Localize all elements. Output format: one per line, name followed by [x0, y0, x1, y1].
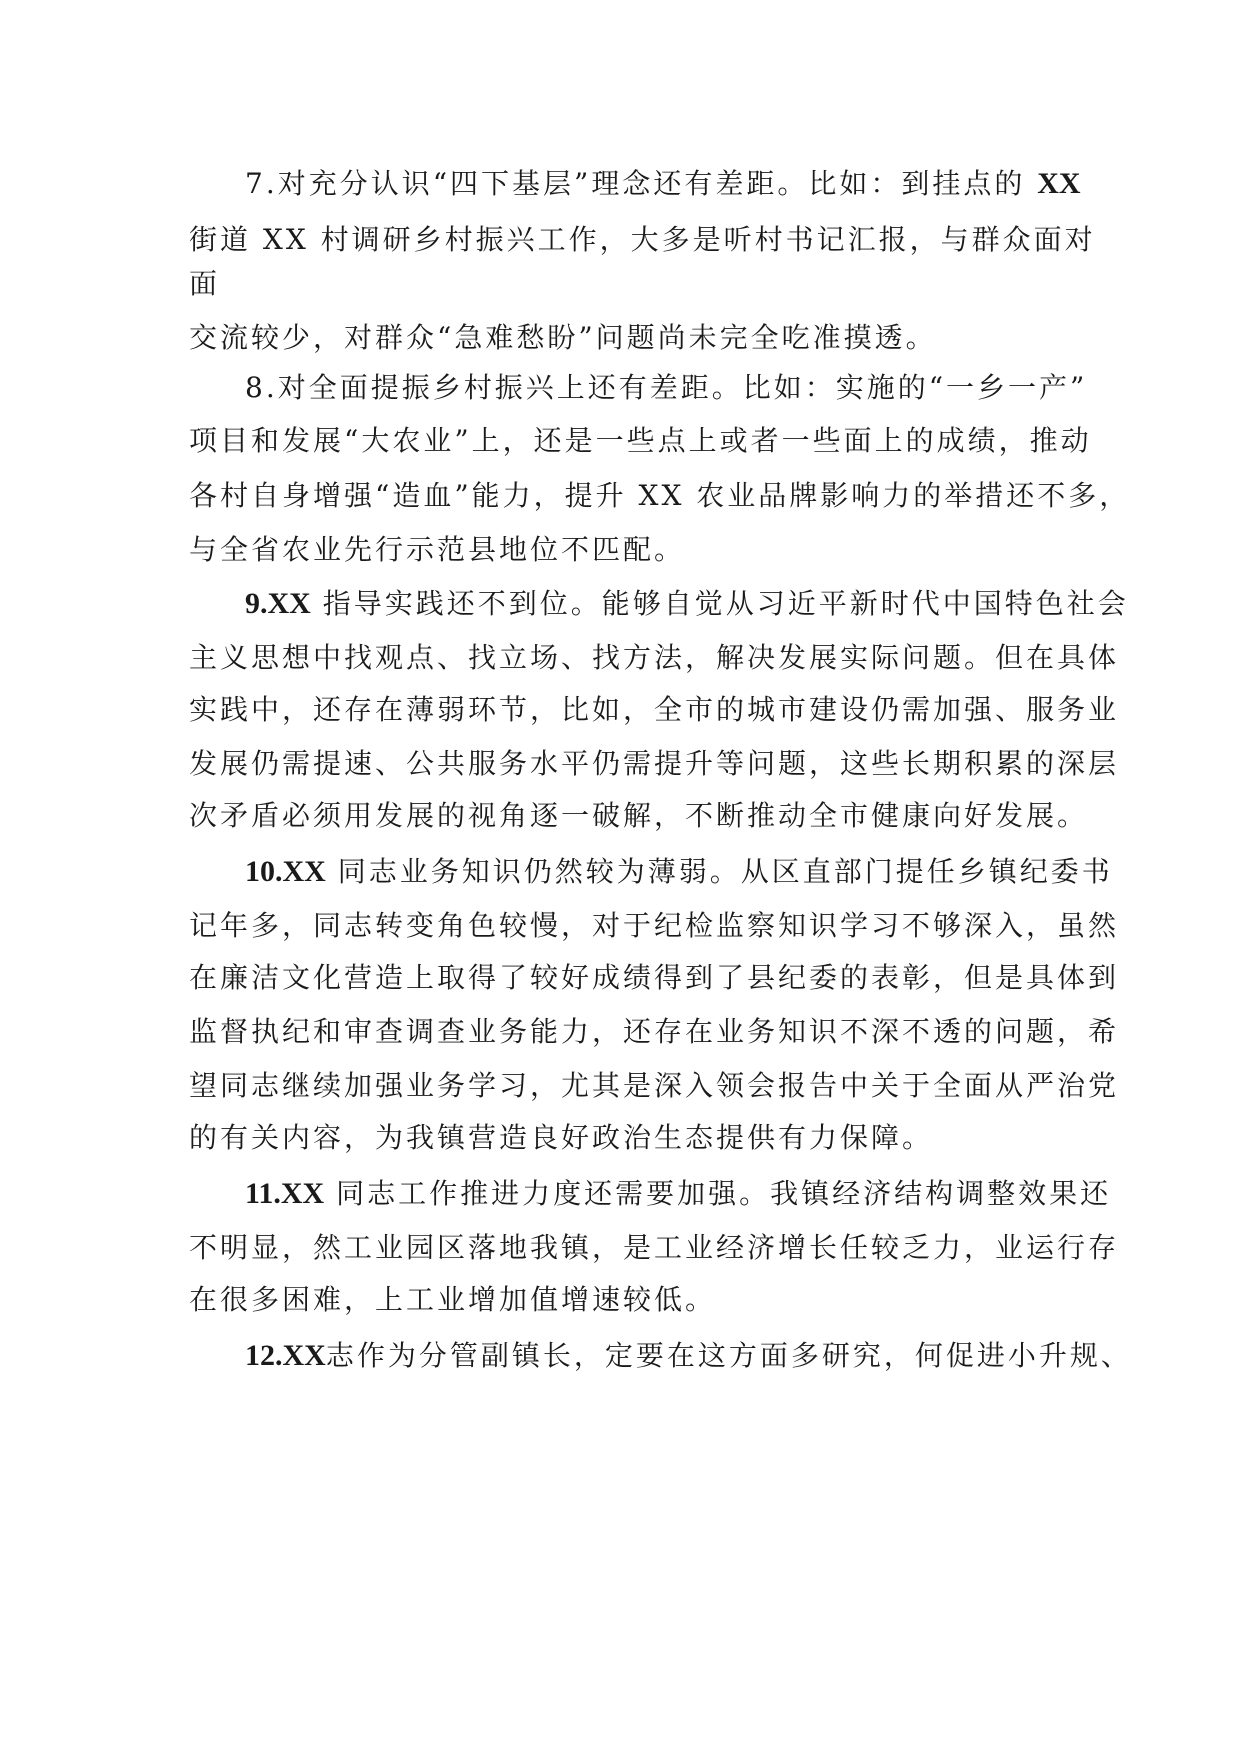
text-line	[189, 744, 1119, 784]
text-line	[189, 476, 1130, 516]
text-run: 交流较少，对群众“急难愁盼”问题尚未完全吃准摸透。	[189, 321, 937, 354]
bold-text: 11.XX	[245, 1177, 325, 1210]
text-line	[189, 906, 1119, 946]
text-run: 在很多困难，上工业增加值增速较低。	[189, 1283, 717, 1316]
text-line	[189, 638, 1119, 678]
text-run: 街道 XX 村调研乡村振兴工作，大多是听村书记汇报，与群众面对	[189, 223, 1096, 256]
text-run: 监督执纪和审查调查业务能力，还存在业务知识不深不透的问题，希	[189, 1015, 1120, 1048]
text-line	[189, 530, 685, 570]
text-line	[189, 421, 1092, 461]
text-line	[189, 1012, 1119, 1052]
text-run: 主义思想中找观点、找立场、找方法，解决发展实际问题。但在具体	[189, 641, 1120, 674]
text-line	[189, 318, 937, 358]
text-line	[189, 958, 1119, 998]
bold-text: 10.XX	[245, 855, 326, 888]
text-run: 不明显，然工业园区落地我镇，是工业经济增长任较乏力，业运行存	[189, 1231, 1120, 1264]
text-run: 志作为分管副镇长，定要在这方面多研究，何促进小升规、	[325, 1339, 1132, 1372]
text-run: 各村自身增强“造血”能力，提升 XX 农业品牌影响力的举措还不多，	[189, 479, 1131, 512]
text-run: 的有关内容，为我镇营造良好政治生态提供有力保障。	[189, 1121, 934, 1154]
text-line	[245, 852, 1113, 892]
bold-text: 12.XX	[245, 1339, 326, 1372]
text-run: 同志业务知识仍然较为薄弱。从区直部门提任乡镇纪委书	[325, 855, 1113, 888]
text-line	[189, 1118, 933, 1158]
text-line	[189, 1228, 1119, 1268]
text-run: 在廉洁文化营造上取得了较好成绩得到了县纪委的表彰，但是具体到	[189, 961, 1120, 994]
text-run: 望同志继续加强业务学习，尤其是深入领会报告中关于全面从严治党	[189, 1069, 1120, 1102]
bold-text: XX	[1037, 167, 1081, 200]
text-run: 指导实践还不到位。能够自觉从习近平新时代中国特色社会	[310, 587, 1129, 620]
text-run: 8.对全面提振乡村振兴上还有差距。比如：实施的“一乡一产”	[245, 371, 1088, 404]
bold-text: 9.XX	[245, 587, 311, 620]
text-line	[189, 1066, 1119, 1106]
text-run: 项目和发展“大农业”上，还是一些点上或者一些面上的成绩，推动	[189, 424, 1092, 457]
text-line	[245, 1174, 1111, 1214]
text-run: 7.对充分认识“四下基层”理念还有差距。比如：到挂点的	[245, 167, 1038, 200]
text-line	[189, 264, 220, 304]
text-line	[245, 164, 1081, 204]
text-run: 与全省农业先行示范县地位不匹配。	[189, 533, 686, 566]
text-line	[189, 220, 1096, 260]
text-run: 实践中，还存在薄弱环节，比如，全市的城市建设仍需加强、服务业	[189, 693, 1120, 726]
text-run: 记年多，同志转变角色较慢，对于纪检监察知识学习不够深入，虽然	[189, 909, 1120, 942]
text-line	[245, 584, 1129, 624]
text-run: 同志工作推进力度还需要加强。我镇经济结构调整效果还	[324, 1177, 1112, 1210]
text-line	[189, 690, 1119, 730]
text-line	[245, 1336, 1132, 1376]
text-line	[189, 1280, 716, 1320]
text-run: 次矛盾必须用发展的视角逐一破解，不断推动全市健康向好发展。	[189, 799, 1089, 832]
text-run: 面	[189, 267, 221, 300]
text-run: 发展仍需提速、公共服务水平仍需提升等问题，这些长期积累的深层	[189, 747, 1120, 780]
text-line	[245, 368, 1087, 408]
text-line	[189, 796, 1088, 836]
